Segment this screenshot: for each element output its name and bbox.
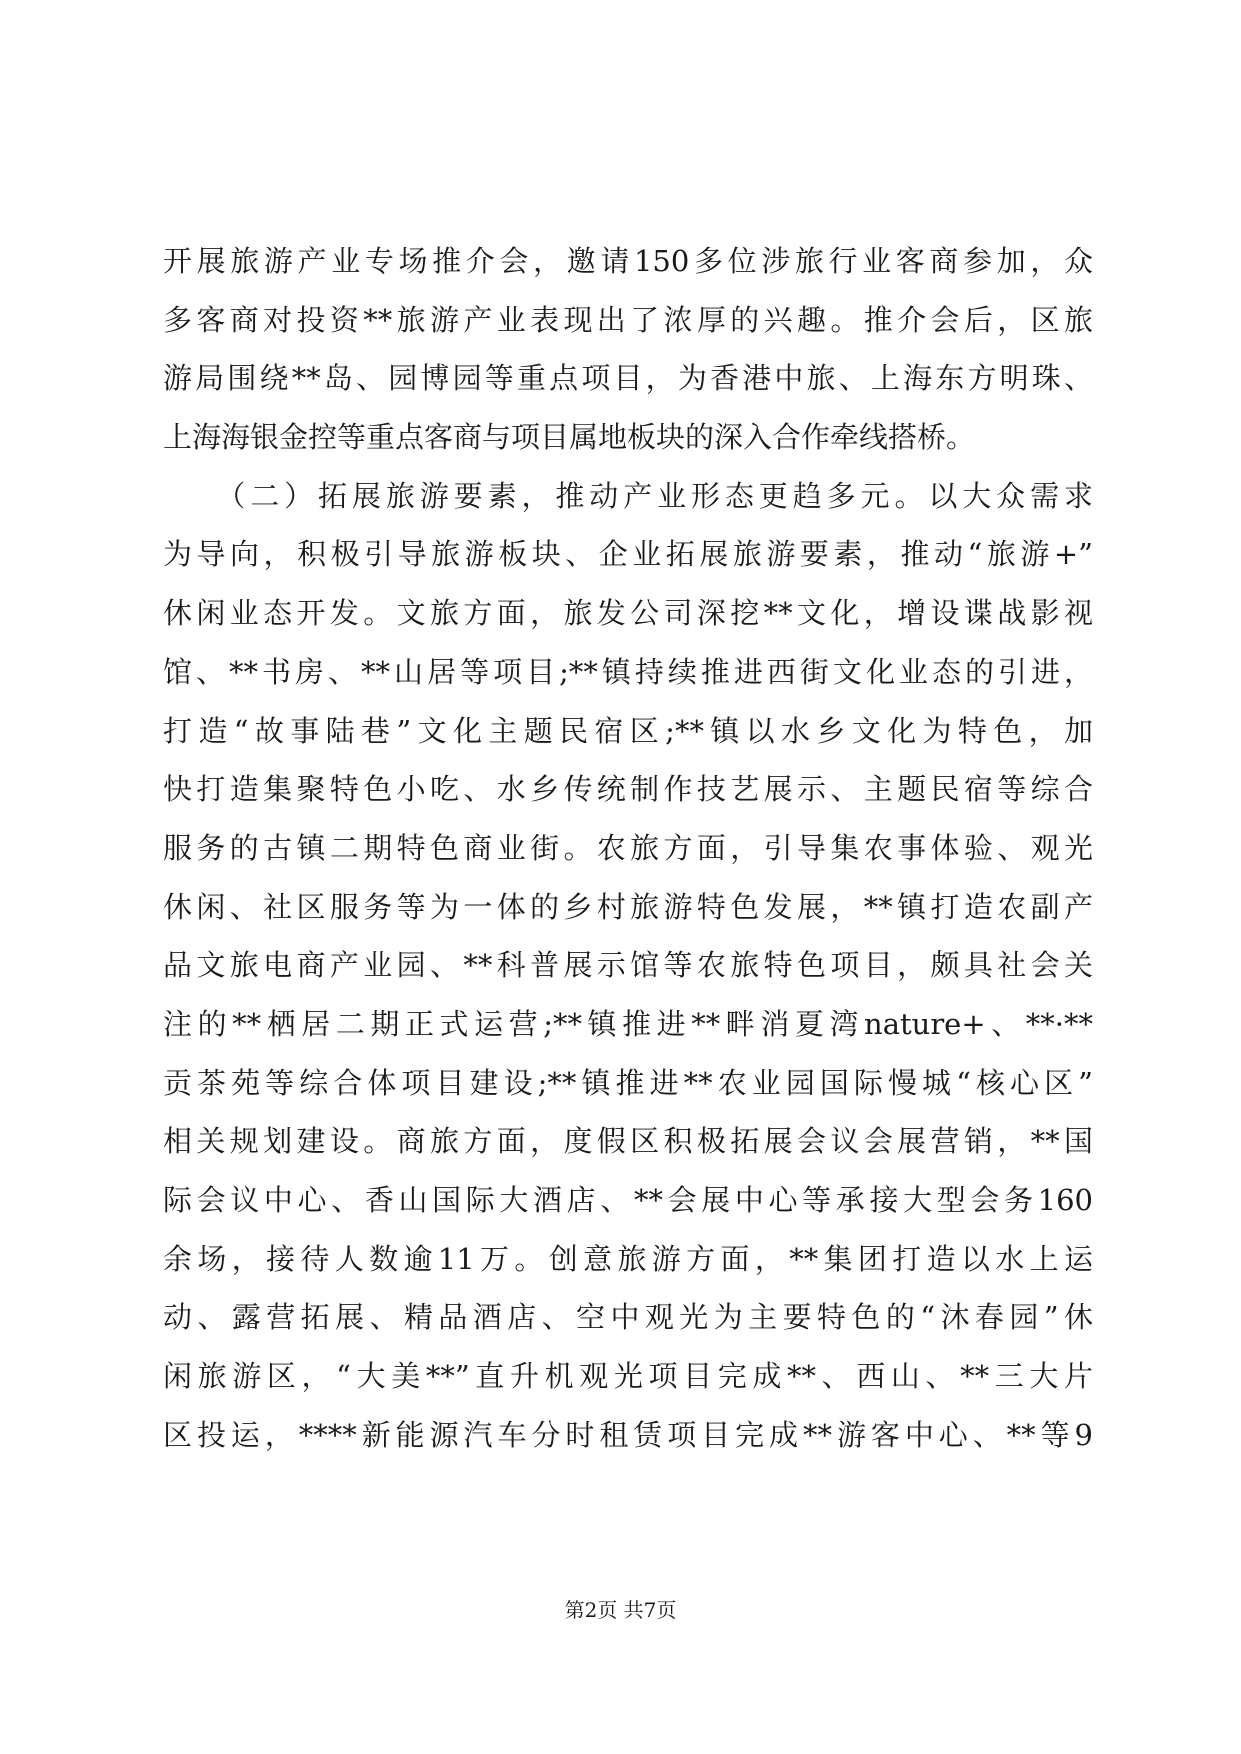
text-line: 区投运，****新能源汽车分时租赁项目完成**游客中心、**等9 [163,1417,1093,1452]
text-line: 多客商对投资**旅游产业表现出了浓厚的兴趣。推介会后，区旅 [163,302,1093,337]
text-line: 馆、**书房、**山居等项目;**镇持续推进西街文化业态的引进， [163,654,1093,689]
text-line: 上海海银金控等重点客商与项目属地板块的深入合作牵线搭桥。 [163,420,976,455]
text-line: （二）拓展旅游要素，推动产业形态更趋多元。以大众需求 [163,478,1093,513]
text-line: 休闲业态开发。文旅方面，旅发公司深挖**文化，增设谍战影视 [163,596,1093,631]
text-line: 余场，接待人数逾11万。创意旅游方面，**集团打造以水上运 [163,1241,1093,1276]
text-line: 游局围绕**岛、园博园等重点项目，为香港中旅、上海东方明珠、 [163,361,1093,396]
text-line: 动、露营拓展、精品酒店、空中观光为主要特色的“沐春园”休 [163,1300,1093,1335]
text-line: 服务的古镇二期特色商业街。农旅方面，引导集农事体验、观光 [163,830,1093,865]
text-line: 打造“故事陆巷”文化主题民宿区;**镇以水乡文化为特色，加 [163,713,1093,748]
text-line: 相关规划建设。商旅方面，度假区积极拓展会议会展营销，**国 [163,1124,1093,1159]
text-line: 休闲、社区服务等为一体的乡村旅游特色发展，**镇打造农副产 [163,889,1093,924]
text-line: 贡茶苑等综合体项目建设;**镇推进**农业园国际慢城“核心区” [163,1065,1093,1100]
text-line: 注的**栖居二期正式运营;**镇推进**畔消夏湾nature+、**·** [163,1006,1093,1041]
text-line: 快打造集聚特色小吃、水乡传统制作技艺展示、主题民宿等综合 [163,772,1093,807]
text-line: 为导向，积极引导旅游板块、企业拓展旅游要素，推动“旅游+” [163,537,1093,572]
text-line: 际会议中心、香山国际大酒店、**会展中心等承接大型会务160 [163,1183,1093,1217]
text-line: 闲旅游区，“大美**”直升机观光项目完成**、西山、**三大片 [163,1359,1093,1394]
page-number: 第2页 共7页 [564,1598,677,1622]
body-text [163,232,1093,1464]
text-line: 品文旅电商产业园、**科普展示馆等农旅特色项目，颇具社会关 [163,948,1093,983]
text-line: 开展旅游产业专场推介会，邀请150多位涉旅行业客商参加，众 [163,244,1093,278]
